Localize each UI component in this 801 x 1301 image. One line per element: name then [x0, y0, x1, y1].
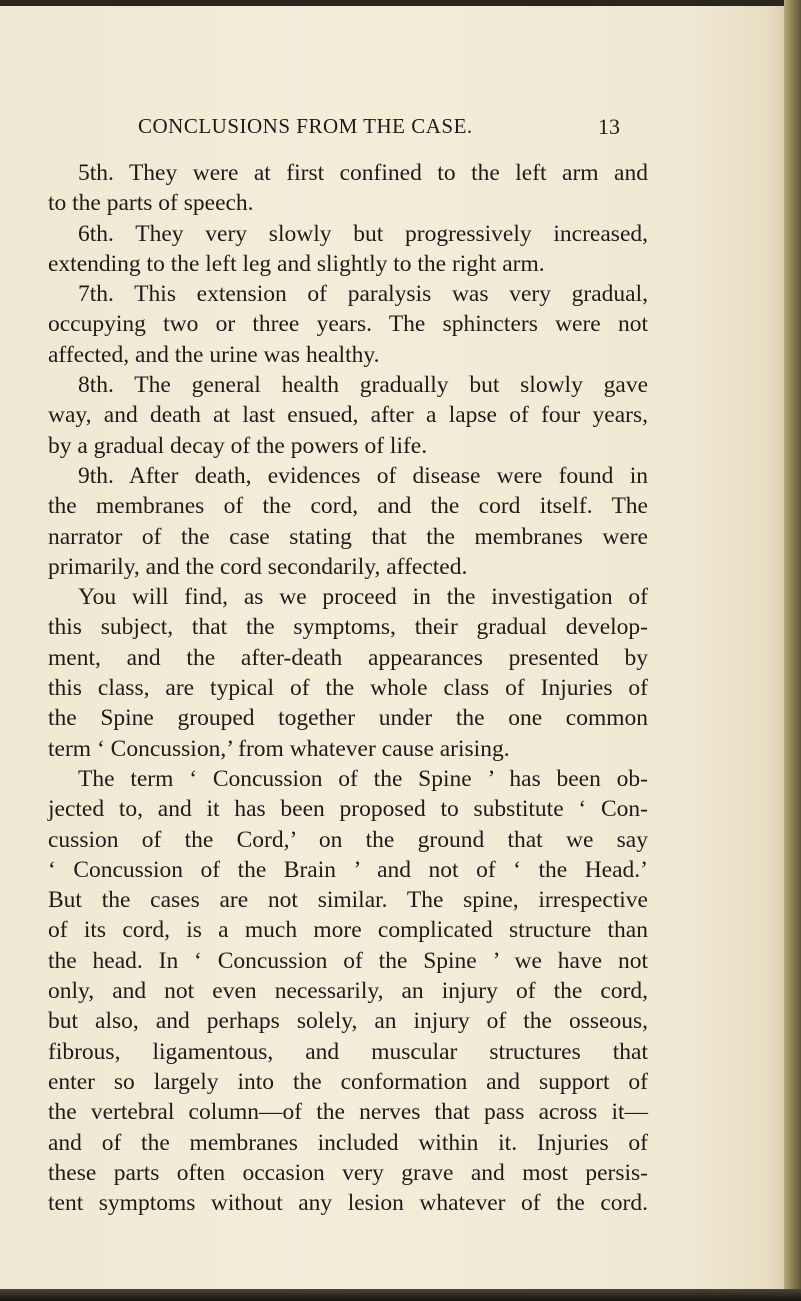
text-line: narrator of the case stating that the membranes were: [48, 523, 648, 550]
text-line: of its cord, is a much more complicated structure than: [48, 917, 648, 944]
text-line: to the parts of speech.: [48, 190, 254, 217]
text-line: 5th. They were at first confined to the left arm and: [78, 160, 648, 186]
bottom-edge-shadow: [0, 1289, 801, 1301]
text-line: You will find, as we proceed in the investigation of: [78, 584, 648, 611]
text-line: But the cases are not similar. The spine, irrespective: [48, 887, 648, 914]
text-line: The term ‘ Concussion of the Spine ’ has been ob-: [78, 765, 648, 792]
text-line: enter so largely into the conformation and support of: [48, 1068, 648, 1095]
text-line: jected to, and it has been proposed to substitute ‘ Con-: [48, 796, 648, 823]
text-line: this subject, that the symptoms, their gradual develop-: [48, 614, 648, 641]
text-line: primarily, and the cord secondarily, affected.: [48, 553, 468, 580]
text-line: affected, and the urine was healthy.: [48, 341, 380, 368]
text-line: tent symptoms without any lesion whatever of the cord.: [48, 1190, 648, 1217]
text-line: the vertebral column—of the nerves that pass across it—: [48, 1099, 648, 1126]
text-line: these parts often occasion very grave and most persis-: [48, 1159, 648, 1186]
text-line: extending to the left leg and slightly to the right arm.: [48, 250, 545, 277]
text-line: way, and death at last ensued, after a lapse of four years,: [48, 402, 648, 429]
text-line: by a gradual decay of the powers of life.: [48, 432, 428, 459]
text-line: 7th. This extension of paralysis was very gradual,: [78, 281, 648, 308]
text-line: the head. In ‘ Concussion of the Spine ’ we have not: [48, 947, 648, 974]
text-line: occupying two or three years. The sphincters were not: [48, 311, 648, 338]
text-line: the membranes of the cord, and the cord itself. The: [48, 493, 648, 520]
text-line: only, and not even necessarily, an injury of the cord,: [48, 978, 648, 1005]
text-line: 6th. They very slowly but progressively increased,: [78, 220, 648, 247]
page-number: 13: [598, 114, 620, 139]
top-edge-shadow: [0, 0, 801, 6]
text-line: ment, and the after-death appearances presented by: [48, 644, 648, 671]
text-line: ‘ Concussion of the Brain ’ and not of ‘ the Head.’: [48, 856, 648, 883]
text-line: fibrous, ligamentous, and muscular structures that: [48, 1038, 648, 1065]
text-line: term ‘ Concussion,’ from whatever cause arising.: [48, 735, 510, 762]
text-line: the Spine grouped together under the one common: [48, 705, 648, 732]
text-line: and of the membranes included within it. Injuries of: [48, 1129, 648, 1156]
text-line: 8th. The general health gradually but slowly gave: [78, 372, 648, 399]
book-spine-edge: [784, 0, 801, 1301]
text-line: but also, and perhaps solely, an injury of the osseous,: [48, 1008, 648, 1035]
text-line: this class, are typical of the whole class of Injuries of: [48, 675, 648, 702]
text-line: 9th. After death, evidences of disease were found in: [78, 462, 648, 489]
running-head: CONCLUSIONS FROM THE CASE.: [138, 114, 473, 138]
body-text: [48, 158, 648, 1218]
text-line: cussion of the Cord,’ on the ground that we say: [48, 826, 648, 853]
